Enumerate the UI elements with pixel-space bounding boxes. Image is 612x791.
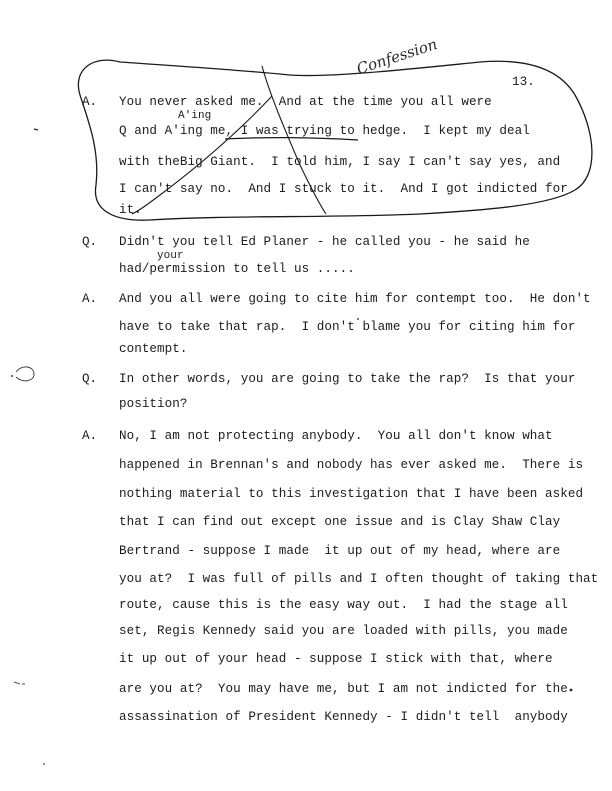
speaker-label: A. bbox=[82, 95, 98, 109]
transcript-line: I can't say no. And I stuck to it. And I got indicted for bbox=[119, 182, 568, 196]
page-number: 13. bbox=[512, 75, 535, 89]
margin-mark-2 bbox=[16, 367, 34, 381]
transcript-line: set, Regis Kennedy said you are loaded with pills, you made bbox=[119, 624, 568, 638]
transcript-line: you at? I was full of pills and I often thought of taking that bbox=[119, 572, 599, 586]
margin-mark-3 bbox=[14, 682, 25, 684]
transcript-line: happened in Brennan's and nobody has ever asked me. There is bbox=[119, 458, 584, 472]
transcript-line: Didn't you tell Ed Planer - he called you - he said he bbox=[119, 235, 530, 249]
transcript-line: route, cause this is the easy way out. I had the stage all bbox=[119, 598, 568, 612]
transcript-line: have to take that rap. I don't blame you for citing him for bbox=[119, 320, 576, 334]
transcript-line: nothing material to this investigation that I have been asked bbox=[119, 487, 584, 501]
speaker-label: Q. bbox=[82, 372, 98, 386]
transcript-line: In other words, you are going to take the rap? Is that your bbox=[119, 372, 576, 386]
transcript-line: contempt. bbox=[119, 342, 188, 356]
transcript-line: are you at? You may have me, but I am not indicted for the bbox=[119, 682, 568, 696]
transcript-line: Bertrand - suppose I made it up out of my head, where are bbox=[119, 544, 561, 558]
speaker-label: A. bbox=[82, 292, 98, 306]
transcript-line: Q and A'ing me, I was trying to hedge. I kept my deal bbox=[119, 124, 530, 138]
transcript-line: And you all were going to cite him for contempt too. He don't bbox=[119, 292, 591, 306]
transcript-line: had/permission to tell us ..... bbox=[119, 262, 355, 276]
transcript-line: You never asked me. And at the time you all were bbox=[119, 95, 492, 109]
speaker-label: Q. bbox=[82, 235, 98, 249]
transcript-line: that I can find out except one issue and is Clay Shaw Clay bbox=[119, 515, 561, 529]
margin-mark-1 bbox=[34, 129, 38, 130]
transcript-line: with theBig Giant. I told him, I say I can't say yes, and bbox=[119, 155, 561, 169]
transcript-line: No, I am not protecting anybody. You all don't know what bbox=[119, 429, 553, 443]
transcript-line: it up out of your head - suppose I stick with that, where bbox=[119, 652, 553, 666]
transcript-line: it. bbox=[119, 203, 142, 217]
interlinear-insert: A'ing bbox=[178, 110, 212, 122]
margin-dot bbox=[570, 689, 573, 692]
interlinear-insert: your bbox=[157, 250, 184, 262]
speaker-label: A. bbox=[82, 429, 98, 443]
margin-note-confession: Confession bbox=[354, 35, 440, 78]
transcript-line: assassination of President Kennedy - I didn't tell anybody bbox=[119, 710, 568, 724]
transcript-line: position? bbox=[119, 397, 188, 411]
